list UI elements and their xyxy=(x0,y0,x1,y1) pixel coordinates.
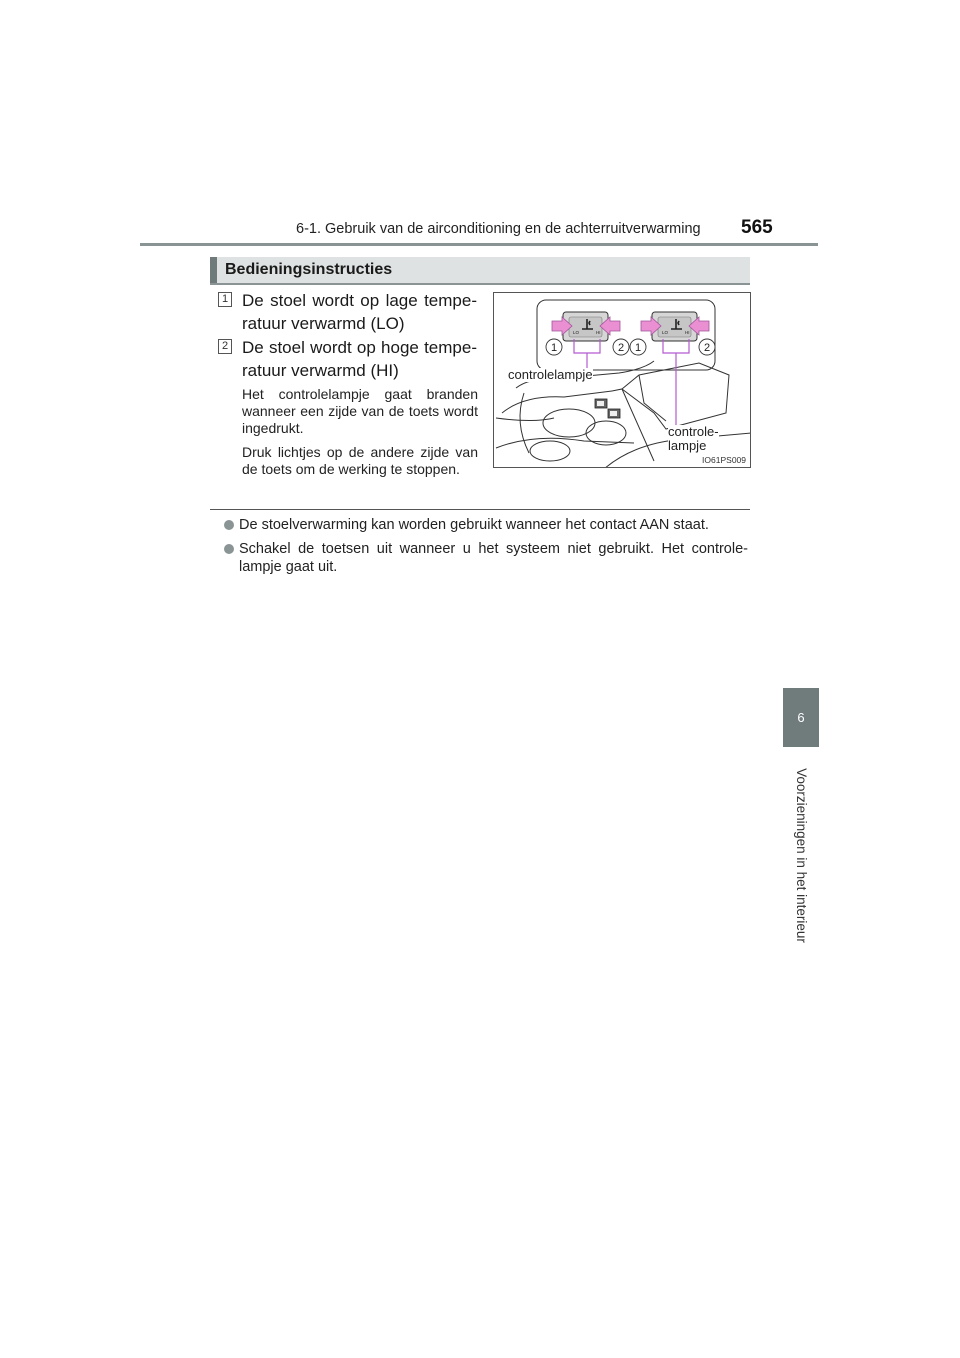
console-side-left xyxy=(520,393,529,453)
console-shift-edge xyxy=(612,389,654,461)
cupholder-left xyxy=(543,409,595,437)
section-heading-title: Bedieningsinstructies xyxy=(225,261,393,278)
switch-right-hi-text: HI xyxy=(685,330,690,335)
small-switch-left xyxy=(595,399,607,408)
chapter-tab[interactable]: 6 xyxy=(783,688,819,747)
bullet-dot-icon xyxy=(224,544,234,554)
figure-code: IO61PS009 xyxy=(702,455,746,465)
cupholder-front xyxy=(530,441,570,461)
section-heading-accent xyxy=(210,257,217,283)
console-low-curve xyxy=(496,438,634,448)
console-tray-inner xyxy=(639,375,666,421)
step-number-2: 2 xyxy=(218,339,232,354)
callout-1-left: 1 xyxy=(550,342,558,354)
label-indicator-left: controlelampje xyxy=(508,367,593,382)
small-switch-right xyxy=(608,409,620,418)
console-side-line xyxy=(496,418,554,421)
header-title: 6-1. Gebruik van de airconditioning en de achterruitverwarming xyxy=(296,221,701,237)
section-heading xyxy=(210,257,750,285)
step-number-1: 1 xyxy=(218,292,232,307)
bullet-text: Schakel de toetsen uit wanneer u het systeem niet gebruikt. Het controle-lampje gaat uit. xyxy=(239,541,748,575)
bullet-dot-icon xyxy=(224,520,234,530)
seat-heater-figure xyxy=(493,292,751,468)
step-text-1: De stoel wordt op lage tempe-ratuur verwarmd (LO) xyxy=(242,291,477,333)
chapter-side-title xyxy=(787,760,815,950)
callout-2-right: 2 xyxy=(703,342,711,354)
bullet-item xyxy=(224,516,748,534)
bullet-item xyxy=(224,540,748,576)
note-stop: Druk lichtjes op de andere zijde van de toets om de werking te stoppen. xyxy=(242,444,478,477)
switch-left-hi-text: HI xyxy=(596,330,601,335)
step-text-2: De stoel wordt op hoge tempe-ratuur verwarmd (HI) xyxy=(242,338,477,380)
callout-2-left: 2 xyxy=(617,342,625,354)
note-indicator: Het controlelampje gaat branden wanneer een zijde van de toets wordt ingedrukt. xyxy=(242,386,478,436)
chapter-side-title-text: Voorzieningen in het interieur xyxy=(793,767,809,943)
label-indicator-right-2: lampje xyxy=(668,438,707,453)
header-rule xyxy=(140,243,818,246)
section-divider xyxy=(210,509,750,510)
bullet-text: De stoelverwarming kan worden gebruikt wanneer het contact AAN staat. xyxy=(239,517,709,533)
label-indicator-right-1: controle- xyxy=(668,424,719,439)
callout-1-right: 1 xyxy=(634,342,642,354)
page-number: 565 xyxy=(741,217,773,238)
switch-right-lo-text: LO xyxy=(662,330,669,335)
switch-left-lo-text: LO xyxy=(573,330,580,335)
